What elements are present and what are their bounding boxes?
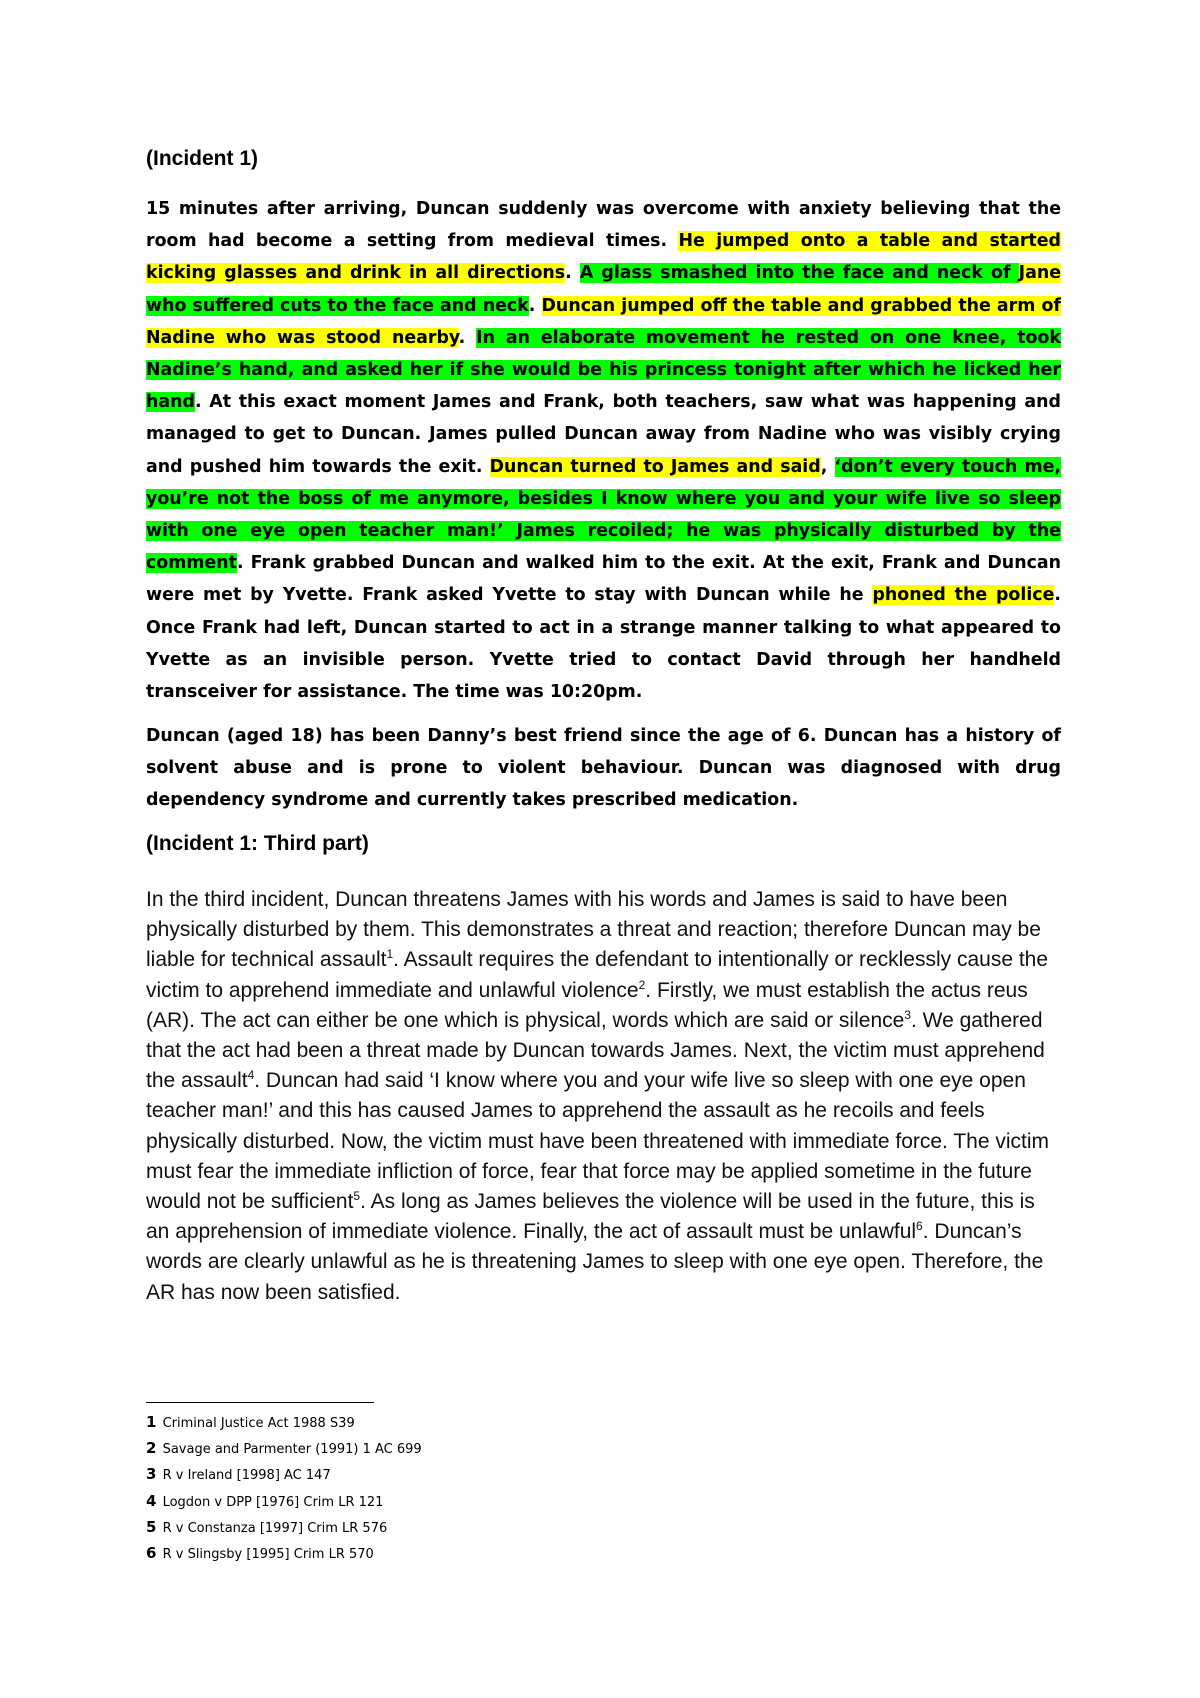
green-highlight: who suffered cuts to the face and neck (146, 295, 529, 316)
yellow-highlight: Duncan jumped off the table and grabbed the arm of Nadine who was stood nearby (146, 295, 1061, 348)
footnote-number: 3 (146, 1465, 157, 1484)
green-highlight: James recoiled; he was physically disturbed by the comment (146, 521, 1061, 574)
green-highlight: In an elaborate movement he rested on one knee, took Nadine’s hand, and asked her if she would be his princess tonight after which he licked her hand (146, 327, 1061, 413)
footnote-number: 5 (146, 1517, 157, 1536)
footnote-item (146, 1436, 746, 1462)
yellow-highlight: He jumped onto a table and started kicking glasses and drink in all directions (146, 231, 1061, 284)
footnote-item (146, 1410, 746, 1436)
text-run: In the third incident, Duncan threatens James with his words and James is said to have been physically disturbed by them. This demonstrates a threat and reaction; therefore Duncan may be liable for technical assault (146, 888, 1041, 972)
footnotes-list (146, 1410, 746, 1567)
footnote-text: R v Ireland [1998] AC 147 (162, 1468, 331, 1484)
yellow-highlight: Jane (1018, 263, 1061, 284)
incident-heading: (Incident 1) (146, 147, 259, 170)
footnote-number: 4 (146, 1491, 157, 1510)
analysis-paragraph (146, 885, 1061, 1308)
footnote-text: Logdon v DPP [1976] Crim LR 121 (162, 1494, 384, 1510)
footnote-item (146, 1489, 746, 1515)
text-run: . (458, 327, 477, 348)
green-highlight: A glass smashed into the face and neck of (579, 263, 1019, 284)
text-run: . At this exact moment James and Frank, both teachers, saw what was happening and managed to get to Duncan. James pulled Duncan away from Nadine who was visibly crying and pushed him towards the exit. (146, 392, 1061, 477)
footnote-ref[interactable]: 2 (638, 977, 646, 992)
text-run: . (528, 295, 542, 316)
footnote-text: R v Constanza [1997] Crim LR 576 (162, 1520, 388, 1536)
text-run: , (820, 456, 835, 477)
text-run: . We gathered that the act had been a threat made by Duncan towards James. Next, the victim must apprehend the assault (146, 1008, 1045, 1093)
footnote-ref[interactable]: 3 (904, 1007, 911, 1022)
text-run: . Once Frank had left, Duncan started to act in a strange manner talking to what appeared to Yvette as an invisible person. Yvette tried to contact David through her handheld transceiver for assistance. The time was 10:20pm. (146, 585, 1062, 703)
third-part-heading: (Incident 1: Third part) (146, 832, 369, 855)
footnote-ref[interactable]: 4 (247, 1068, 255, 1083)
yellow-highlight: phoned the police (872, 585, 1055, 606)
footnote-text: Criminal Justice Act 1988 S39 (162, 1416, 355, 1431)
footnote-number: 2 (146, 1439, 157, 1458)
footnote-number: 1 (146, 1413, 157, 1431)
footnote-number: 6 (146, 1544, 157, 1563)
text-run: . Duncan’s words are clearly unlawful as he is threatening James to sleep with one eye open. Therefore, the AR has now been satisfied. (146, 1220, 1044, 1304)
footnote-item (146, 1515, 746, 1541)
green-highlight: ‘don’t every touch me, you’re not the boss of me anymore, besides I know where you and your wife live so sleep with one eye open teacher man!’ (146, 456, 1061, 542)
footnote-ref[interactable]: 5 (353, 1189, 361, 1204)
footnote-item (146, 1462, 746, 1488)
text-run: . Firstly, we must establish the actus reus (AR). The act can either be one which is physical, words which are said or silence (146, 978, 1028, 1032)
footnote-item (146, 1541, 746, 1567)
footnote-separator (146, 1402, 374, 1403)
text-run: . As long as James believes the violence will be used in the future, this is an apprehension of immediate violence. Finally, the act of assault must be unlawful (146, 1190, 1035, 1244)
text-run: 15 minutes after arriving, Duncan suddenly was overcome with anxiety believing that the room had become a setting from medieval times. (146, 199, 1061, 252)
text-run: . Duncan had said ‘I know where you and your wife live so sleep with one eye open teacher man!’ and this has caused James to apprehend the assault as he recoils and feels physically disturbed. Now, the victim must have been threatened with immediate force. The victim must fear the immediate infliction of force, fear that force may be applied sometime in the future would not be sufficient (146, 1069, 1050, 1214)
footnote-text: R v Slingsby [1995] Crim LR 570 (162, 1547, 374, 1563)
footnote-ref[interactable]: 1 (386, 947, 394, 962)
yellow-highlight: Duncan turned to James and said (489, 456, 821, 477)
footnote-text: Savage and Parmenter (1991) 1 AC 699 (162, 1442, 422, 1458)
incident-paragraph (146, 193, 1061, 708)
text-run: . Frank grabbed Duncan and walked him to the exit. At the exit, Frank and Duncan were met by Yvette. Frank asked Yvette to stay with Duncan while he (146, 553, 1061, 606)
text-run: . Assault requires the defendant to intentionally or recklessly cause the victim to apprehend immediate and unlawful violence (146, 948, 1049, 1002)
background-paragraph: Duncan (aged 18) has been Danny’s best friend since the age of 6. Duncan has a history of solvent abuse and is prone to violent behaviour. Duncan was diagnosed with drug dependency syndrome and currently takes prescribed medication. (146, 726, 1061, 811)
footnote-ref[interactable]: 6 (916, 1219, 923, 1234)
text-run: . (565, 263, 580, 284)
